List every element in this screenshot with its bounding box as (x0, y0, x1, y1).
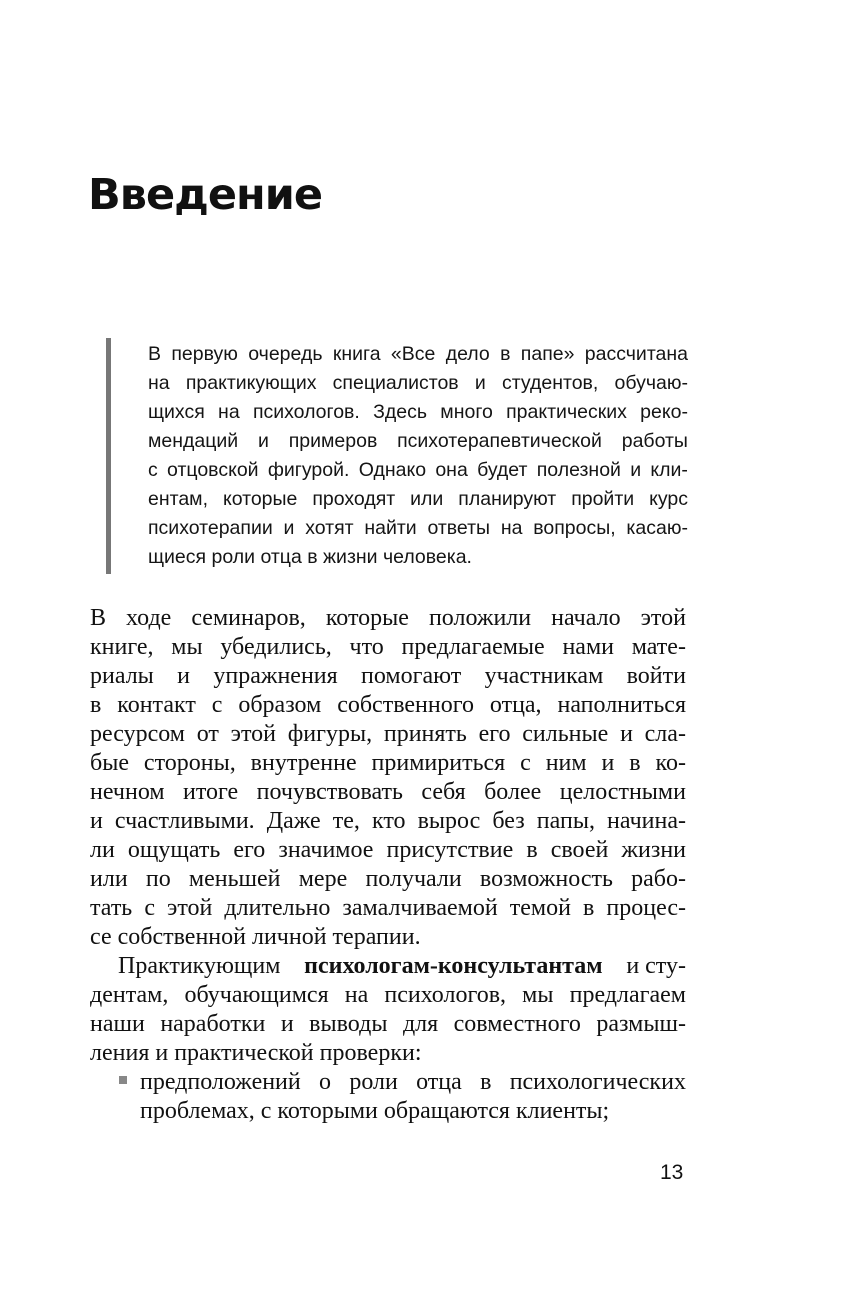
word: фигуры, (287, 721, 373, 747)
word: психологических (509, 1069, 686, 1095)
word: этой (230, 721, 276, 747)
word: роли (349, 1069, 398, 1095)
word: для (402, 1011, 439, 1037)
word: его (233, 837, 266, 863)
word: в (480, 1069, 492, 1095)
word: бые (90, 750, 129, 776)
word: себя (421, 779, 466, 805)
epigraph-line (148, 340, 688, 368)
word: почувствовать (256, 779, 403, 805)
word: участникам (484, 663, 604, 689)
epigraph-line (148, 398, 688, 426)
bullet-marker (119, 1076, 127, 1084)
word: планируют (458, 488, 557, 510)
word: меньшей (188, 866, 281, 892)
epigraph-line (148, 485, 688, 513)
word: на (344, 982, 369, 1008)
word: на (500, 517, 523, 539)
epigraph-line (148, 514, 688, 542)
word: ощущать (127, 837, 221, 863)
word: «Все (390, 343, 436, 365)
epigraph-line (148, 369, 688, 397)
word: рассчитана (584, 343, 688, 365)
word: реко- (640, 401, 688, 423)
word: В (90, 605, 107, 631)
word: касаю- (626, 517, 688, 539)
word: собственного (337, 692, 474, 718)
word: счастливыми. (114, 808, 255, 834)
word: более (484, 779, 542, 805)
word: по (145, 866, 171, 892)
word: или (90, 866, 128, 892)
word: отцовской (167, 459, 259, 481)
word: с (211, 692, 223, 718)
word: вопросы, (533, 517, 616, 539)
word: возможность (479, 866, 613, 892)
word: отца, (489, 692, 542, 718)
word: фигурой. (267, 459, 350, 481)
word: что (349, 634, 384, 660)
text-line (90, 604, 686, 633)
word: процес- (606, 895, 686, 921)
word: с (520, 750, 531, 776)
word: студентов, (501, 372, 599, 394)
word: Однако (358, 459, 427, 481)
word: много (440, 401, 493, 423)
word: найти (364, 517, 417, 539)
word: нечном (90, 779, 165, 805)
word: помогают (361, 663, 462, 689)
word: Здесь (373, 401, 428, 423)
word: о (319, 1069, 332, 1095)
word: от (196, 721, 219, 747)
text-line (90, 836, 686, 865)
word: упражнения (213, 663, 338, 689)
word: предлагаем (569, 982, 686, 1008)
word: очередь (248, 343, 323, 365)
word: ентам, (148, 488, 208, 510)
text-line (90, 778, 686, 807)
word: практических (506, 401, 627, 423)
word: и (620, 721, 633, 747)
word: и (177, 663, 191, 689)
word: этой (640, 605, 686, 631)
word: или (410, 488, 444, 510)
text-line (90, 981, 686, 1010)
word: которые (325, 605, 409, 631)
epigraph-line (148, 427, 688, 455)
word: примириться (371, 750, 506, 776)
word: курс (649, 488, 688, 510)
word: ли (90, 837, 115, 863)
word: мере (298, 866, 348, 892)
text-line (140, 1068, 686, 1097)
word: размыш- (596, 1011, 686, 1037)
word: убедились, (220, 634, 332, 660)
word: семинаров, (191, 605, 306, 631)
word: мендаций (148, 430, 239, 452)
word: сильные (522, 721, 609, 747)
word: психологов. (252, 401, 360, 423)
word: дентам, (90, 982, 169, 1008)
word: психотерапии (148, 517, 273, 539)
word: практикующих (185, 372, 317, 394)
word: в (90, 692, 102, 718)
word: ходе (126, 605, 172, 631)
text-line (118, 952, 686, 981)
text-line (90, 865, 686, 894)
word: на (148, 372, 170, 394)
word: наши (90, 1011, 145, 1037)
word: войти (626, 663, 686, 689)
word: присутствие (386, 837, 514, 863)
word: положили (428, 605, 532, 631)
word: в (629, 750, 641, 776)
word: отца (416, 1069, 462, 1095)
word: принять (383, 721, 467, 747)
text-line (90, 749, 686, 778)
word: предположений (140, 1069, 301, 1095)
word: папы, (536, 808, 595, 834)
word: тать (90, 895, 133, 921)
word: с (144, 895, 155, 921)
text-line: се собственной личной терапии. (90, 924, 421, 950)
word: ко- (655, 750, 686, 776)
word: работы (621, 430, 688, 452)
word: обучающимся (184, 982, 329, 1008)
word: целостными (559, 779, 686, 805)
text-run: Практикующим (118, 953, 281, 979)
word: и (258, 430, 269, 452)
text-line (90, 807, 686, 836)
word: и (630, 459, 642, 481)
epigraph-bar (106, 338, 111, 574)
word: совместного (453, 1011, 581, 1037)
word: ответы (427, 517, 491, 539)
word: на (218, 401, 240, 423)
page-number: 13 (660, 1161, 684, 1184)
text-line (90, 720, 686, 749)
word: будет (477, 459, 528, 481)
word: обучаю- (614, 372, 688, 394)
text-line: ления и практической проверки: (90, 1040, 422, 1066)
word: ресурсом (90, 721, 185, 747)
word: в (582, 895, 595, 921)
word: наработки (160, 1011, 266, 1037)
word: которые (222, 488, 298, 510)
text-line (90, 691, 686, 720)
word: итоге (183, 779, 239, 805)
word: Даже (266, 808, 321, 834)
word: полезной (536, 459, 621, 481)
word: с (148, 459, 158, 481)
word: пройти (571, 488, 635, 510)
word: предлагаемые (401, 634, 545, 660)
word: темой (509, 895, 571, 921)
word: своей (550, 837, 609, 863)
word: в (526, 837, 538, 863)
word: те, (332, 808, 360, 834)
word: психологов, (384, 982, 507, 1008)
word: дело (445, 343, 490, 365)
word: примеров (288, 430, 378, 452)
word: начало (551, 605, 621, 631)
word: образом (238, 692, 322, 718)
word: проходят (312, 488, 396, 510)
text-line (90, 662, 686, 691)
word: стороны, (143, 750, 236, 776)
word: папе» (520, 343, 575, 365)
word: кли- (650, 459, 688, 481)
word: внутренне (250, 750, 357, 776)
word: начина- (607, 808, 686, 834)
word: В (148, 343, 162, 365)
bold-term: психологам-консультантам (304, 953, 603, 979)
word: ним (545, 750, 587, 776)
word: сла- (644, 721, 686, 747)
text-run: и сту- (626, 953, 686, 979)
word: и (283, 517, 295, 539)
word: она (435, 459, 468, 481)
word: выводы (309, 1011, 388, 1037)
word: этой (167, 895, 213, 921)
word: и (90, 808, 103, 834)
word: без (492, 808, 525, 834)
word: жизни (621, 837, 686, 863)
text-line (90, 633, 686, 662)
word: кто (372, 808, 406, 834)
epigraph-line (148, 456, 688, 484)
word: контакт (117, 692, 196, 718)
word: щихся (148, 401, 205, 423)
text-line (90, 894, 686, 923)
word: и (280, 1011, 294, 1037)
word: мате- (631, 634, 686, 660)
word: книге, (90, 634, 154, 660)
word: и (601, 750, 615, 776)
word: книга (332, 343, 381, 365)
word: специалистов (332, 372, 459, 394)
word: первую (171, 343, 238, 365)
text-line (90, 1010, 686, 1039)
word: риалы (90, 663, 154, 689)
word: рабо- (631, 866, 686, 892)
word: наполниться (557, 692, 686, 718)
word: его (478, 721, 511, 747)
word: в (500, 343, 511, 365)
word: и (474, 372, 486, 394)
word: получали (365, 866, 462, 892)
word: вырос (417, 808, 481, 834)
epigraph-line: щиеся роли отца в жизни человека. (148, 546, 472, 568)
word: мы (522, 982, 554, 1008)
word: нами (562, 634, 614, 660)
word: психотерапевтической (397, 430, 602, 452)
chapter-title: Введение (88, 170, 323, 220)
word: замалчиваемой (342, 895, 498, 921)
word: мы (171, 634, 203, 660)
word: длительно (224, 895, 331, 921)
text-line: проблемах, с которыми обращаются клиенты; (140, 1098, 610, 1124)
word: значимое (278, 837, 374, 863)
word: хотят (305, 517, 354, 539)
